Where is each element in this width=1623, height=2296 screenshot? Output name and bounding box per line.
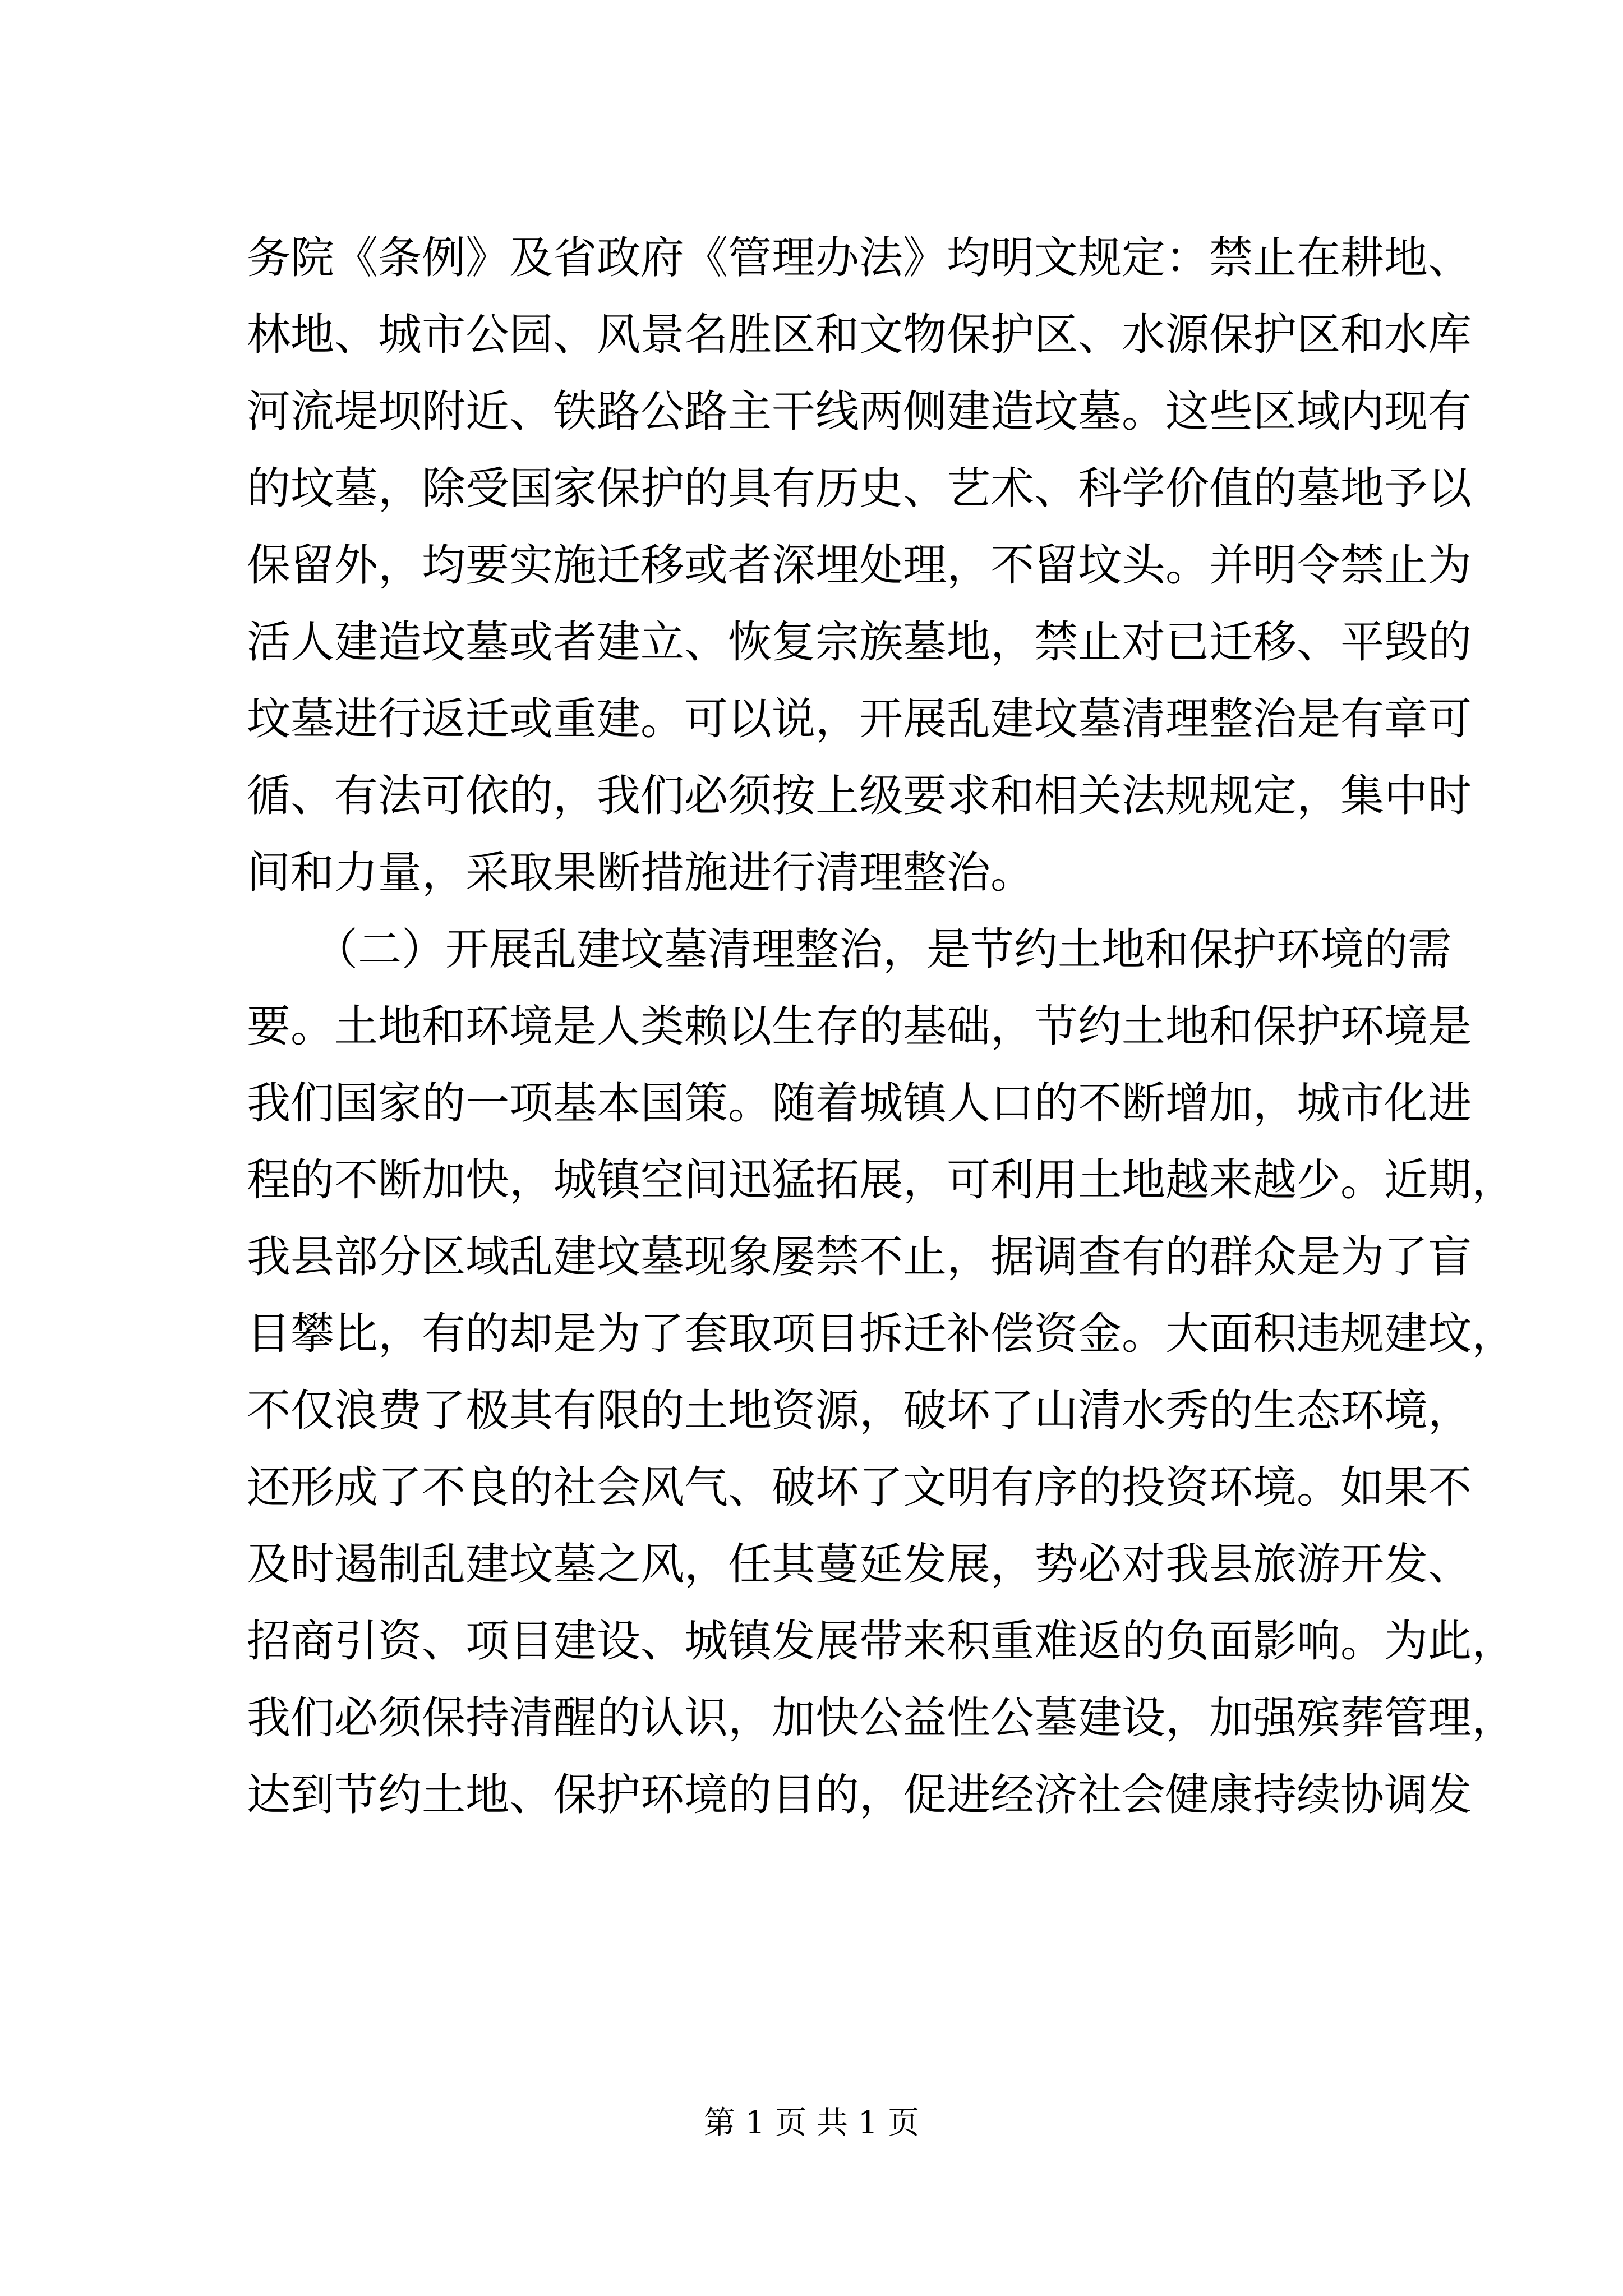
text-line: 间和力量，采取果断措施进行清理整治。 bbox=[247, 848, 1035, 898]
text-line: 我们国家的一项基本国策。随着城镇人口的不断增加，城市化进 bbox=[247, 1078, 1472, 1129]
page-footer: 第 1 页 共 1 页 bbox=[703, 2105, 920, 2141]
text-line: 目攀比，有的却是为了套取项目拆迁补偿资金。大面积违规建坟， bbox=[247, 1309, 1516, 1359]
text-line: 保留外，均要实施迁移或者深埋处理，不留坟头。并明令禁止为 bbox=[247, 540, 1472, 591]
text-line: 林地、城市公园、风景名胜区和文物保护区、水源保护区和水库 bbox=[247, 310, 1472, 360]
text-line: 不仅浪费了极其有限的土地资源，破坏了山清水秀的生态环境， bbox=[247, 1386, 1472, 1436]
paragraph-start-line: （二）开展乱建坟墓清理整治，是节约土地和保护环境的需 bbox=[314, 924, 1452, 975]
text-line: 及时遏制乱建坟墓之风，任其蔓延发展，势必对我县旅游开发、 bbox=[247, 1539, 1472, 1590]
text-line: 坟墓进行返迁或重建。可以说，开展乱建坟墓清理整治是有章可 bbox=[247, 694, 1472, 744]
text-line: 河流堤坝附近、铁路公路主干线两侧建造坟墓。这些区域内现有 bbox=[247, 386, 1472, 437]
text-line: 务院《条例》及省政府《管理办法》均明文规定：禁止在耕地、 bbox=[247, 233, 1472, 283]
text-line: 我县部分区域乱建坟墓现象屡禁不止，据调查有的群众是为了盲 bbox=[247, 1232, 1472, 1282]
text-line: 要。土地和环境是人类赖以生存的基础，节约土地和保护环境是 bbox=[247, 1001, 1472, 1052]
text-line: 招商引资、项目建设、城镇发展带来积重难返的负面影响。为此， bbox=[247, 1616, 1516, 1667]
text-line: 活人建造坟墓或者建立、恢复宗族墓地，禁止对已迁移、平毁的 bbox=[247, 617, 1472, 668]
text-line: 的坟墓，除受国家保护的具有历史、艺术、科学价值的墓地予以 bbox=[247, 463, 1472, 514]
text-line: 我们必须保持清醒的认识，加快公益性公墓建设，加强殡葬管理， bbox=[247, 1693, 1516, 1743]
text-line: 还形成了不良的社会风气、破坏了文明有序的投资环境。如果不 bbox=[247, 1462, 1472, 1513]
text-line: 程的不断加快，城镇空间迅猛拓展，可利用土地越来越少。近期， bbox=[247, 1155, 1516, 1205]
text-line: 循、有法可依的，我们必须按上级要求和相关法规规定，集中时 bbox=[247, 771, 1472, 821]
text-line: 达到节约土地、保护环境的目的，促进经济社会健康持续协调发 bbox=[247, 1770, 1472, 1820]
